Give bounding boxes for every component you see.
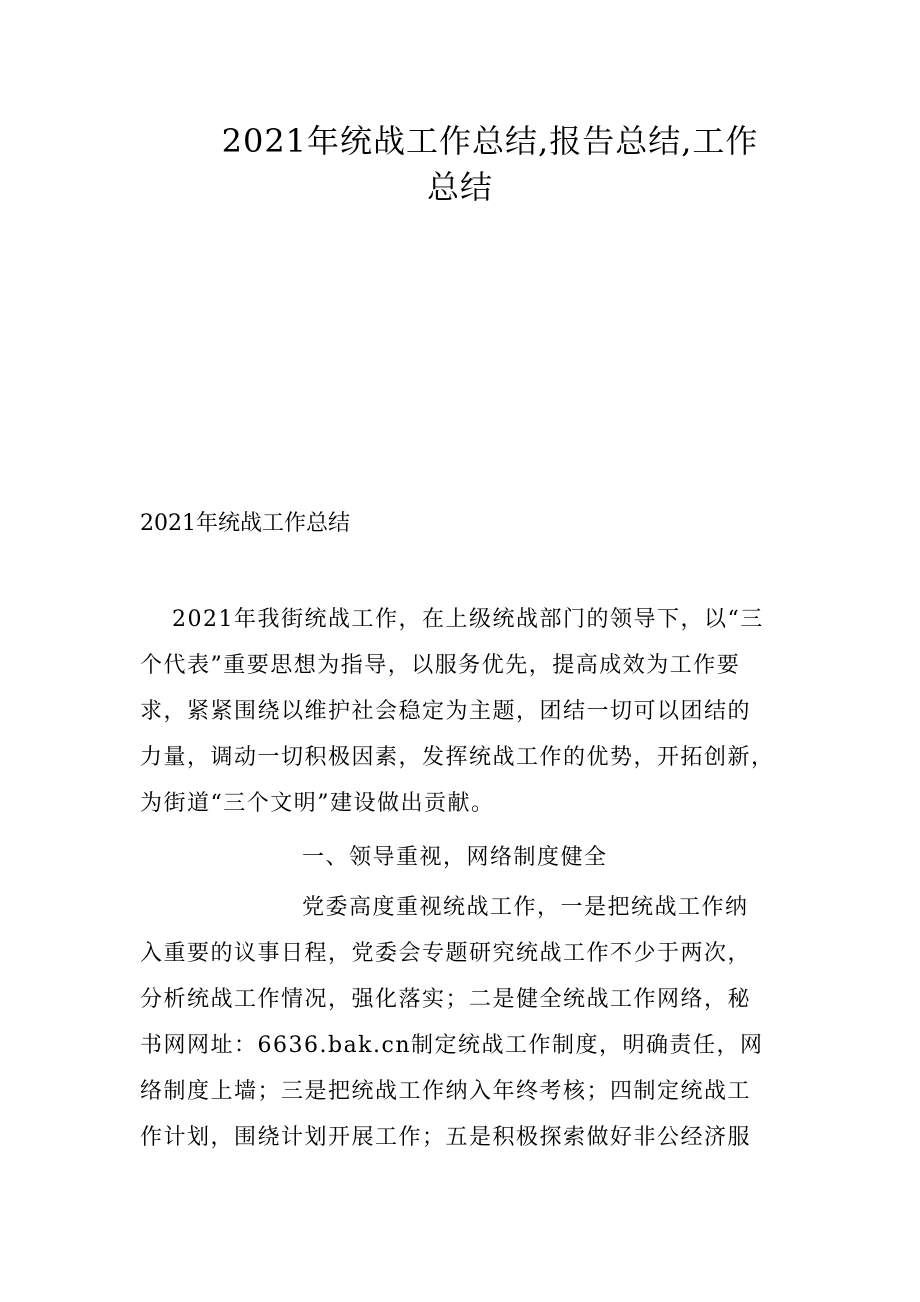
paragraph-1-line-4: 力量，调动一切积极因素，发挥统战工作的优势，开拓创新， [140, 745, 775, 770]
title-line-1: 2021年统战工作总结,报告总结,工作 [221, 122, 759, 160]
document-subtitle: 2021年统战工作总结 [140, 511, 350, 536]
paragraph-2-line-1: 党委高度重视统战工作，一是把统战工作纳 [302, 895, 749, 920]
paragraph-1-line-1: 2021年我街统战工作，在上级统战部门的领导下，以“三 [172, 607, 764, 632]
paragraph-1-line-3: 求，紧紧围绕以维护社会稳定为主题，团结一切可以团结的 [140, 699, 752, 724]
paragraph-2-line-4: 书网网址：6636.bak.cn制定统战工作制度，明确责任，网 [140, 1033, 764, 1058]
paragraph-1-line-2: 个代表”重要思想为指导，以服务优先，提高成效为工作要 [140, 653, 741, 678]
paragraph-1-line-5: 为街道“三个文明”建设做出贡献。 [140, 791, 495, 816]
paragraph-2-line-3: 分析统战工作情况，强化落实；二是健全统战工作网络，秘 [140, 987, 752, 1012]
title-line-2: 总结 [426, 168, 493, 206]
paragraph-2-line-5: 络制度上墙；三是把统战工作纳入年终考核；四制定统战工 [140, 1079, 752, 1104]
paragraph-2-line-2: 入重要的议事日程，党委会专题研究统战工作不少于两次， [140, 941, 752, 966]
section-1-heading: 一、领导重视，网络制度健全 [302, 845, 608, 870]
paragraph-2-line-6: 作计划，围绕计划开展工作；五是积极探索做好非公经济服 [140, 1125, 752, 1150]
